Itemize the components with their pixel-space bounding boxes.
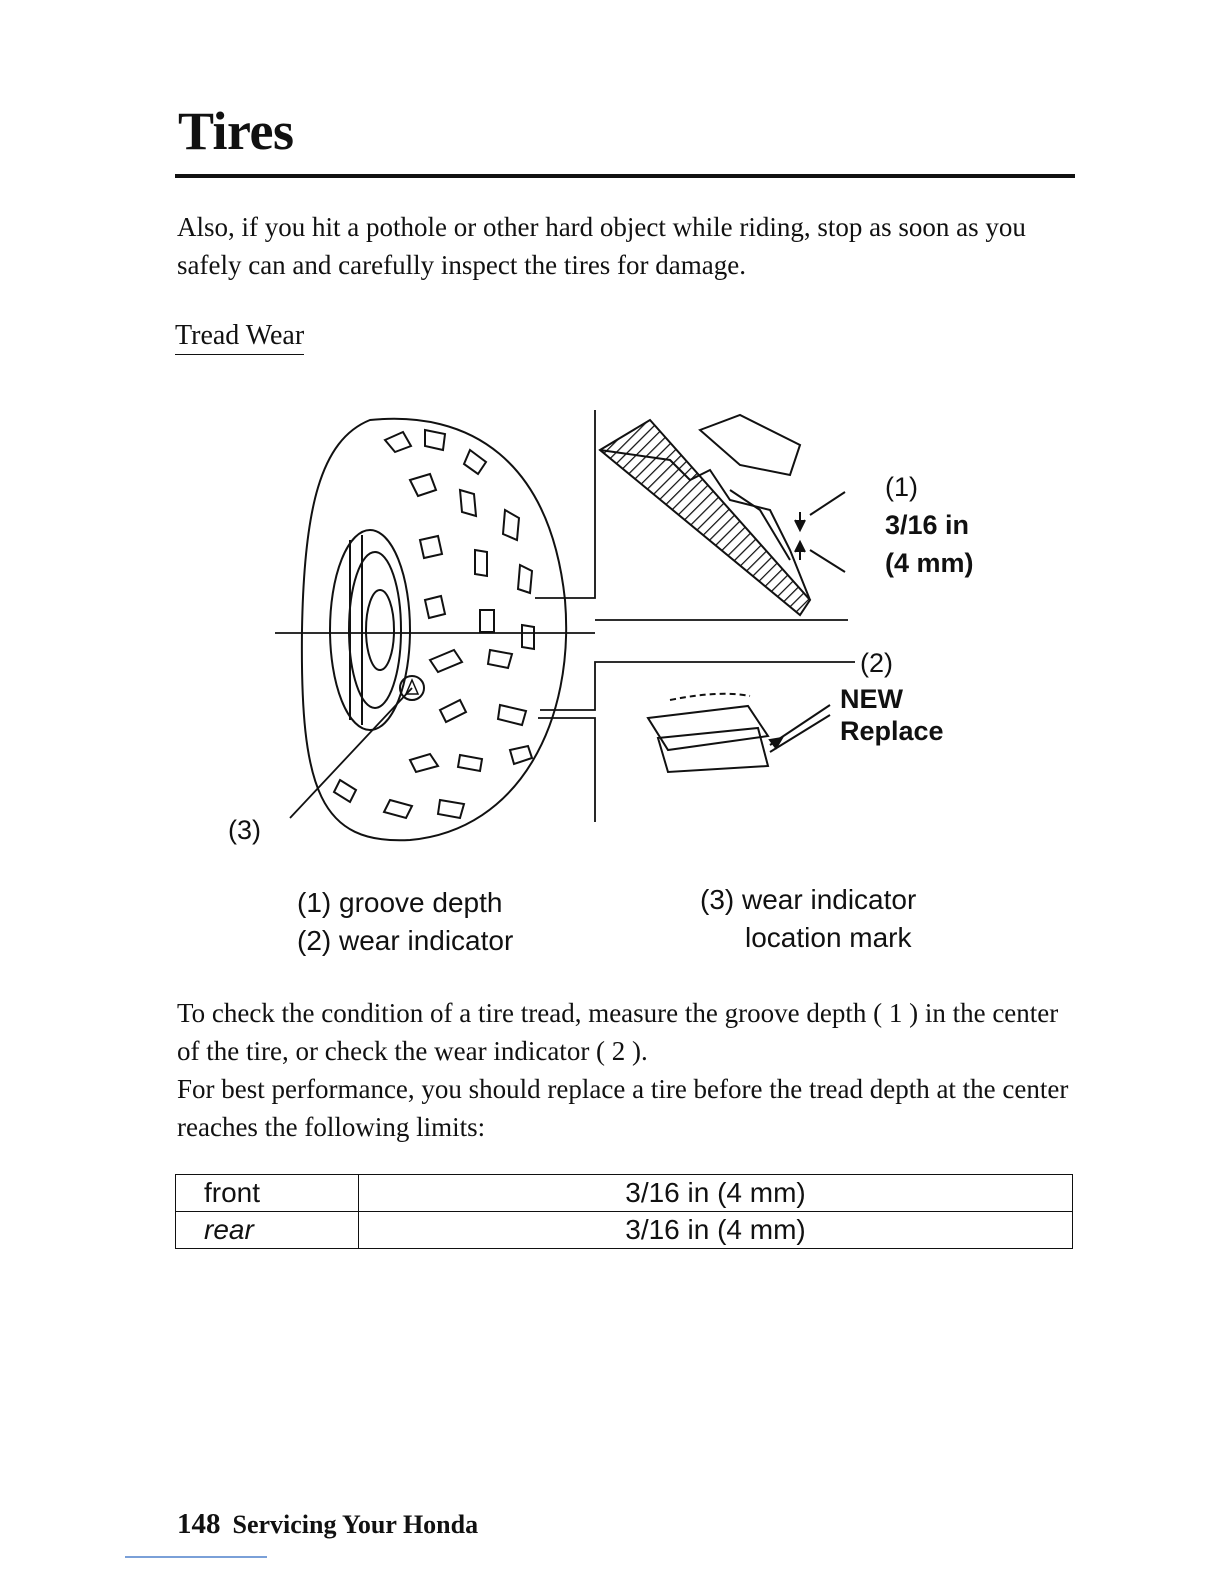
table-row	[176, 1175, 1073, 1212]
table-row	[176, 1212, 1073, 1249]
page-number: 148	[177, 1508, 221, 1540]
row-limit: 3/16 in (4 mm)	[359, 1212, 1073, 1249]
wear-indicator-detail	[648, 694, 830, 772]
callout-2-number: (2)	[860, 648, 893, 678]
legend-right	[700, 881, 916, 957]
tread-wear-figure	[170, 400, 1070, 860]
legend-item-1: (1) groove depth	[297, 887, 503, 918]
footer-section: Servicing Your Honda	[232, 1510, 479, 1539]
row-position: front	[176, 1175, 359, 1212]
body-paragraphs	[177, 994, 1077, 1146]
legend-item-3: (3) wear indicator	[700, 884, 917, 915]
callout-1-depth: 3/16 in	[885, 510, 970, 540]
callout-2-replace: Replace	[840, 716, 944, 746]
callout-1-number: (1)	[885, 472, 918, 502]
footer-accent-line	[125, 1556, 267, 1558]
title-rule	[175, 174, 1075, 178]
best-performance-paragraph: For best performance, you should replace a tire before the tread depth at the center reaches the following limits:	[177, 1074, 1069, 1142]
section-heading: Tread Wear	[175, 320, 304, 355]
intro-paragraph: Also, if you hit a pothole or other hard object while riding, stop as soon as you safely can and carefully inspect the tires for damage.	[177, 212, 1026, 280]
callout-3-number: (3)	[228, 815, 261, 845]
groove-depth-detail	[600, 415, 845, 615]
row-limit: 3/16 in (4 mm)	[359, 1175, 1073, 1212]
page-title: Tires	[178, 101, 294, 161]
legend-left	[297, 884, 513, 960]
legend-item-3-continued: location mark	[745, 922, 912, 953]
tread-limits-table	[175, 1174, 1073, 1249]
tire-drawing	[302, 419, 566, 841]
callout-1-metric: (4 mm)	[885, 548, 974, 578]
legend-item-2: (2) wear indicator	[297, 925, 514, 956]
callout-2-new: NEW	[840, 684, 903, 714]
tire-illustration	[170, 400, 1070, 860]
row-position: rear	[176, 1212, 359, 1249]
check-condition-paragraph: To check the condition of a tire tread, measure the groove depth ( 1 ) in the center of the tire, or check the wear indicator ( 2 ).	[177, 998, 1059, 1066]
page-footer	[177, 1508, 478, 1541]
